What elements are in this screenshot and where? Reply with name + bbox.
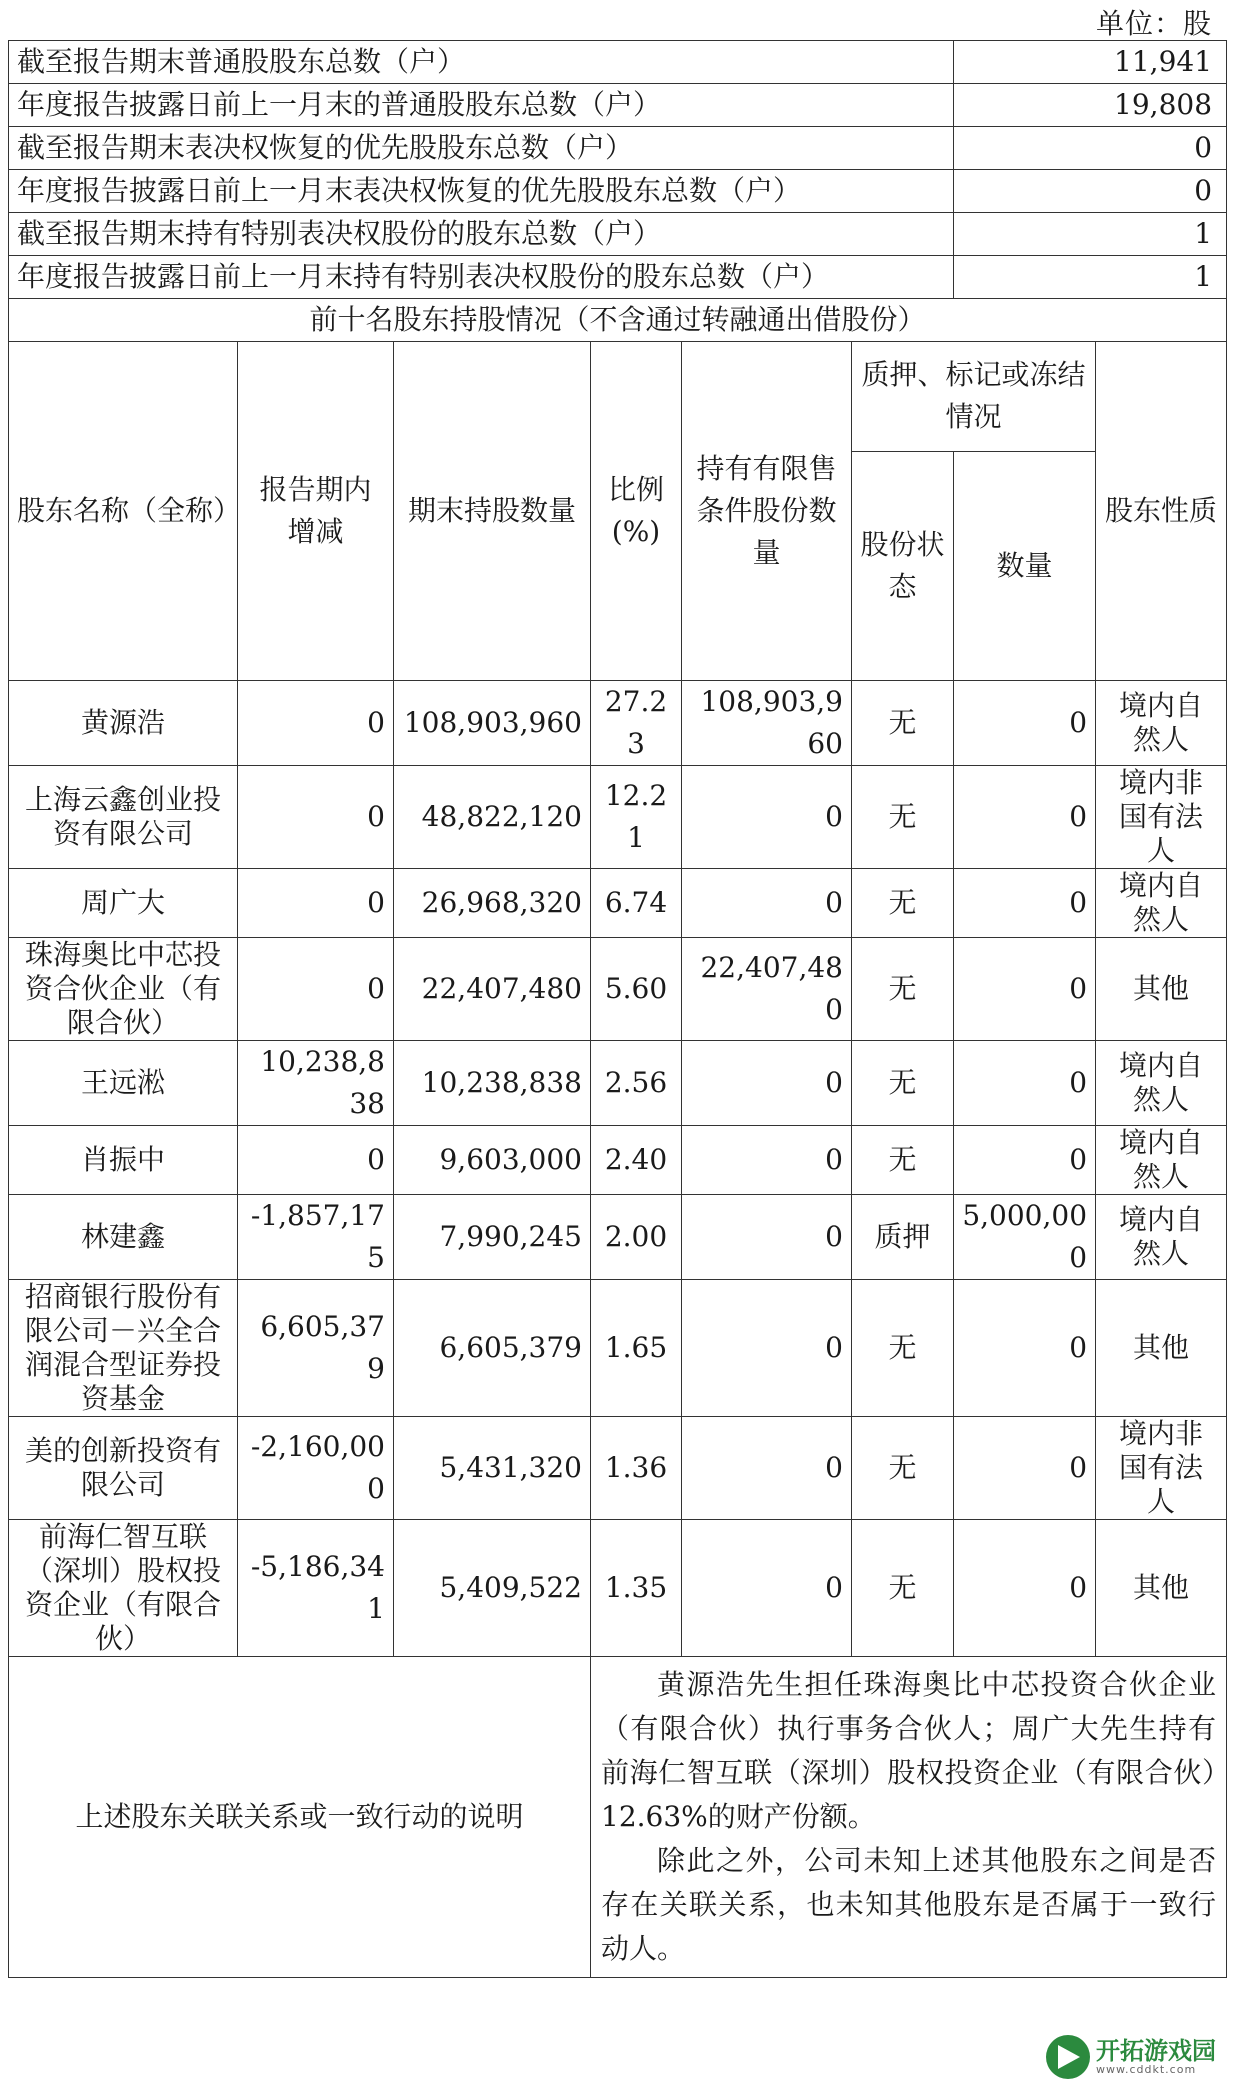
ratio-value: 5.60 bbox=[591, 938, 682, 1041]
change-value: -1,857,175 bbox=[238, 1195, 394, 1280]
pledge-qty-value: 0 bbox=[954, 1417, 1096, 1520]
header-nature: 股东性质 bbox=[1096, 342, 1227, 681]
header-pledge-qty: 数量 bbox=[954, 451, 1096, 680]
change-value: 0 bbox=[238, 1126, 394, 1195]
shares-value: 22,407,480 bbox=[394, 938, 591, 1041]
watermark-title: 开拓游戏园 bbox=[1096, 2036, 1216, 2065]
change-value: 0 bbox=[238, 869, 394, 938]
change-value: 0 bbox=[238, 681, 394, 766]
summary-label: 年度报告披露日前上一月末持有特别表决权股份的股东总数（户） bbox=[9, 256, 954, 299]
header-name: 股东名称（全称） bbox=[9, 342, 238, 681]
nature-value: 境内自然人 bbox=[1096, 681, 1227, 766]
table-row bbox=[9, 1041, 1227, 1126]
table-row bbox=[9, 1195, 1227, 1280]
ratio-value: 2.40 bbox=[591, 1126, 682, 1195]
restricted-value: 0 bbox=[682, 1126, 852, 1195]
ratio-value: 1.65 bbox=[591, 1280, 682, 1417]
ratio-value: 6.74 bbox=[591, 869, 682, 938]
restricted-value: 0 bbox=[682, 1417, 852, 1520]
table-row bbox=[9, 1417, 1227, 1520]
summary-row bbox=[9, 256, 1227, 299]
table-row bbox=[9, 681, 1227, 766]
table-row bbox=[9, 766, 1227, 869]
shareholder-name: 上海云鑫创业投资有限公司 bbox=[9, 766, 238, 869]
pledge-status-value: 无 bbox=[852, 1126, 954, 1195]
summary-value: 1 bbox=[954, 213, 1227, 256]
shares-value: 10,238,838 bbox=[394, 1041, 591, 1126]
shareholder-table bbox=[8, 40, 1227, 1978]
summary-label: 截至报告期末表决权恢复的优先股股东总数（户） bbox=[9, 127, 954, 170]
shares-value: 5,409,522 bbox=[394, 1520, 591, 1657]
table-row bbox=[9, 938, 1227, 1041]
restricted-value: 0 bbox=[682, 1520, 852, 1657]
summary-value: 11,941 bbox=[954, 41, 1227, 84]
restricted-value: 0 bbox=[682, 766, 852, 869]
nature-value: 其他 bbox=[1096, 1280, 1227, 1417]
relation-text bbox=[591, 1657, 1227, 1978]
restricted-value: 0 bbox=[682, 1195, 852, 1280]
header-pledge-group: 质押、标记或冻结情况 bbox=[852, 342, 1096, 452]
change-value: 0 bbox=[238, 766, 394, 869]
summary-row bbox=[9, 41, 1227, 84]
shareholder-name: 周广大 bbox=[9, 869, 238, 938]
header-pledge-status: 股份状态 bbox=[852, 451, 954, 680]
shareholder-name: 前海仁智互联（深圳）股权投资企业（有限合伙） bbox=[9, 1520, 238, 1657]
relation-para-1: 黄源浩先生担任珠海奥比中芯投资合伙企业（有限合伙）执行事务合伙人；周广大先生持有前海仁智互联（深圳）股权投资企业（有限合伙）12.63%的财产份额。 bbox=[601, 1668, 1217, 1833]
change-value: 6,605,379 bbox=[238, 1280, 394, 1417]
pledge-status-value: 无 bbox=[852, 766, 954, 869]
shares-value: 5,431,320 bbox=[394, 1417, 591, 1520]
nature-value: 境内非国有法人 bbox=[1096, 766, 1227, 869]
pledge-qty-value: 0 bbox=[954, 938, 1096, 1041]
ratio-value: 27.23 bbox=[591, 681, 682, 766]
pledge-qty-value: 0 bbox=[954, 1520, 1096, 1657]
pledge-status-value: 质押 bbox=[852, 1195, 954, 1280]
restricted-value: 0 bbox=[682, 869, 852, 938]
unit-label: 单位：股 bbox=[1095, 7, 1212, 40]
summary-label: 年度报告披露日前上一月末表决权恢复的优先股股东总数（户） bbox=[9, 170, 954, 213]
shareholder-name: 黄源浩 bbox=[9, 681, 238, 766]
restricted-value: 0 bbox=[682, 1041, 852, 1126]
watermark bbox=[1038, 2031, 1224, 2083]
summary-value: 19,808 bbox=[954, 84, 1227, 127]
change-value: 0 bbox=[238, 938, 394, 1041]
nature-value: 其他 bbox=[1096, 1520, 1227, 1657]
pledge-status-value: 无 bbox=[852, 938, 954, 1041]
summary-row bbox=[9, 213, 1227, 256]
relation-para-2: 除此之外，公司未知上述其他股东之间是否存在关联关系，也未知其他股东是否属于一致行动人。 bbox=[601, 1844, 1217, 1965]
shareholder-name: 珠海奥比中芯投资合伙企业（有限合伙） bbox=[9, 938, 238, 1041]
shareholder-name: 肖振中 bbox=[9, 1126, 238, 1195]
header-change: 报告期内增减 bbox=[238, 342, 394, 681]
pledge-qty-value: 0 bbox=[954, 1041, 1096, 1126]
summary-row bbox=[9, 127, 1227, 170]
ratio-value: 1.35 bbox=[591, 1520, 682, 1657]
ratio-value: 2.00 bbox=[591, 1195, 682, 1280]
play-logo-icon bbox=[1046, 2035, 1090, 2079]
nature-value: 境内自然人 bbox=[1096, 1041, 1227, 1126]
shareholder-name: 美的创新投资有限公司 bbox=[9, 1417, 238, 1520]
restricted-value: 108,903,960 bbox=[682, 681, 852, 766]
shareholder-name: 王远淞 bbox=[9, 1041, 238, 1126]
summary-row bbox=[9, 170, 1227, 213]
pledge-status-value: 无 bbox=[852, 1041, 954, 1126]
change-value: 10,238,838 bbox=[238, 1041, 394, 1126]
table-row bbox=[9, 1520, 1227, 1657]
change-value: -5,186,341 bbox=[238, 1520, 394, 1657]
top10-title: 前十名股东持股情况（不含通过转融通出借股份） bbox=[9, 299, 1227, 342]
shareholder-name: 招商银行股份有限公司－兴全合润混合型证券投资基金 bbox=[9, 1280, 238, 1417]
pledge-qty-value: 0 bbox=[954, 869, 1096, 938]
pledge-qty-value: 0 bbox=[954, 681, 1096, 766]
nature-value: 境内自然人 bbox=[1096, 1195, 1227, 1280]
shares-value: 6,605,379 bbox=[394, 1280, 591, 1417]
shares-value: 108,903,960 bbox=[394, 681, 591, 766]
summary-value: 0 bbox=[954, 170, 1227, 213]
table-row bbox=[9, 869, 1227, 938]
shares-value: 7,990,245 bbox=[394, 1195, 591, 1280]
shares-value: 48,822,120 bbox=[394, 766, 591, 869]
restricted-value: 0 bbox=[682, 1280, 852, 1417]
pledge-status-value: 无 bbox=[852, 1417, 954, 1520]
relation-label: 上述股东关联关系或一致行动的说明 bbox=[9, 1657, 591, 1978]
shareholder-name: 林建鑫 bbox=[9, 1195, 238, 1280]
header-ratio: 比例(%) bbox=[591, 342, 682, 681]
ratio-value: 2.56 bbox=[591, 1041, 682, 1126]
summary-label: 截至报告期末普通股股东总数（户） bbox=[9, 41, 954, 84]
ratio-value: 12.21 bbox=[591, 766, 682, 869]
header-shares: 期末持股数量 bbox=[394, 342, 591, 681]
change-value: -2,160,000 bbox=[238, 1417, 394, 1520]
summary-row bbox=[9, 84, 1227, 127]
pledge-qty-value: 0 bbox=[954, 1280, 1096, 1417]
pledge-status-value: 无 bbox=[852, 681, 954, 766]
summary-label: 截至报告期末持有特别表决权股份的股东总数（户） bbox=[9, 213, 954, 256]
ratio-value: 1.36 bbox=[591, 1417, 682, 1520]
restricted-value: 22,407,480 bbox=[682, 938, 852, 1041]
summary-value: 1 bbox=[954, 256, 1227, 299]
shares-value: 9,603,000 bbox=[394, 1126, 591, 1195]
table-row bbox=[9, 1280, 1227, 1417]
pledge-qty-value: 5,000,000 bbox=[954, 1195, 1096, 1280]
table-row bbox=[9, 1126, 1227, 1195]
shares-value: 26,968,320 bbox=[394, 869, 591, 938]
watermark-url: www.cddkt.com bbox=[1096, 2063, 1197, 2077]
pledge-status-value: 无 bbox=[852, 869, 954, 938]
pledge-status-value: 无 bbox=[852, 1280, 954, 1417]
pledge-status-value: 无 bbox=[852, 1520, 954, 1657]
nature-value: 其他 bbox=[1096, 938, 1227, 1041]
summary-label: 年度报告披露日前上一月末的普通股股东总数（户） bbox=[9, 84, 954, 127]
summary-value: 0 bbox=[954, 127, 1227, 170]
nature-value: 境内非国有法人 bbox=[1096, 1417, 1227, 1520]
header-restricted: 持有有限售条件股份数量 bbox=[682, 342, 852, 681]
pledge-qty-value: 0 bbox=[954, 766, 1096, 869]
pledge-qty-value: 0 bbox=[954, 1126, 1096, 1195]
nature-value: 境内自然人 bbox=[1096, 869, 1227, 938]
nature-value: 境内自然人 bbox=[1096, 1126, 1227, 1195]
